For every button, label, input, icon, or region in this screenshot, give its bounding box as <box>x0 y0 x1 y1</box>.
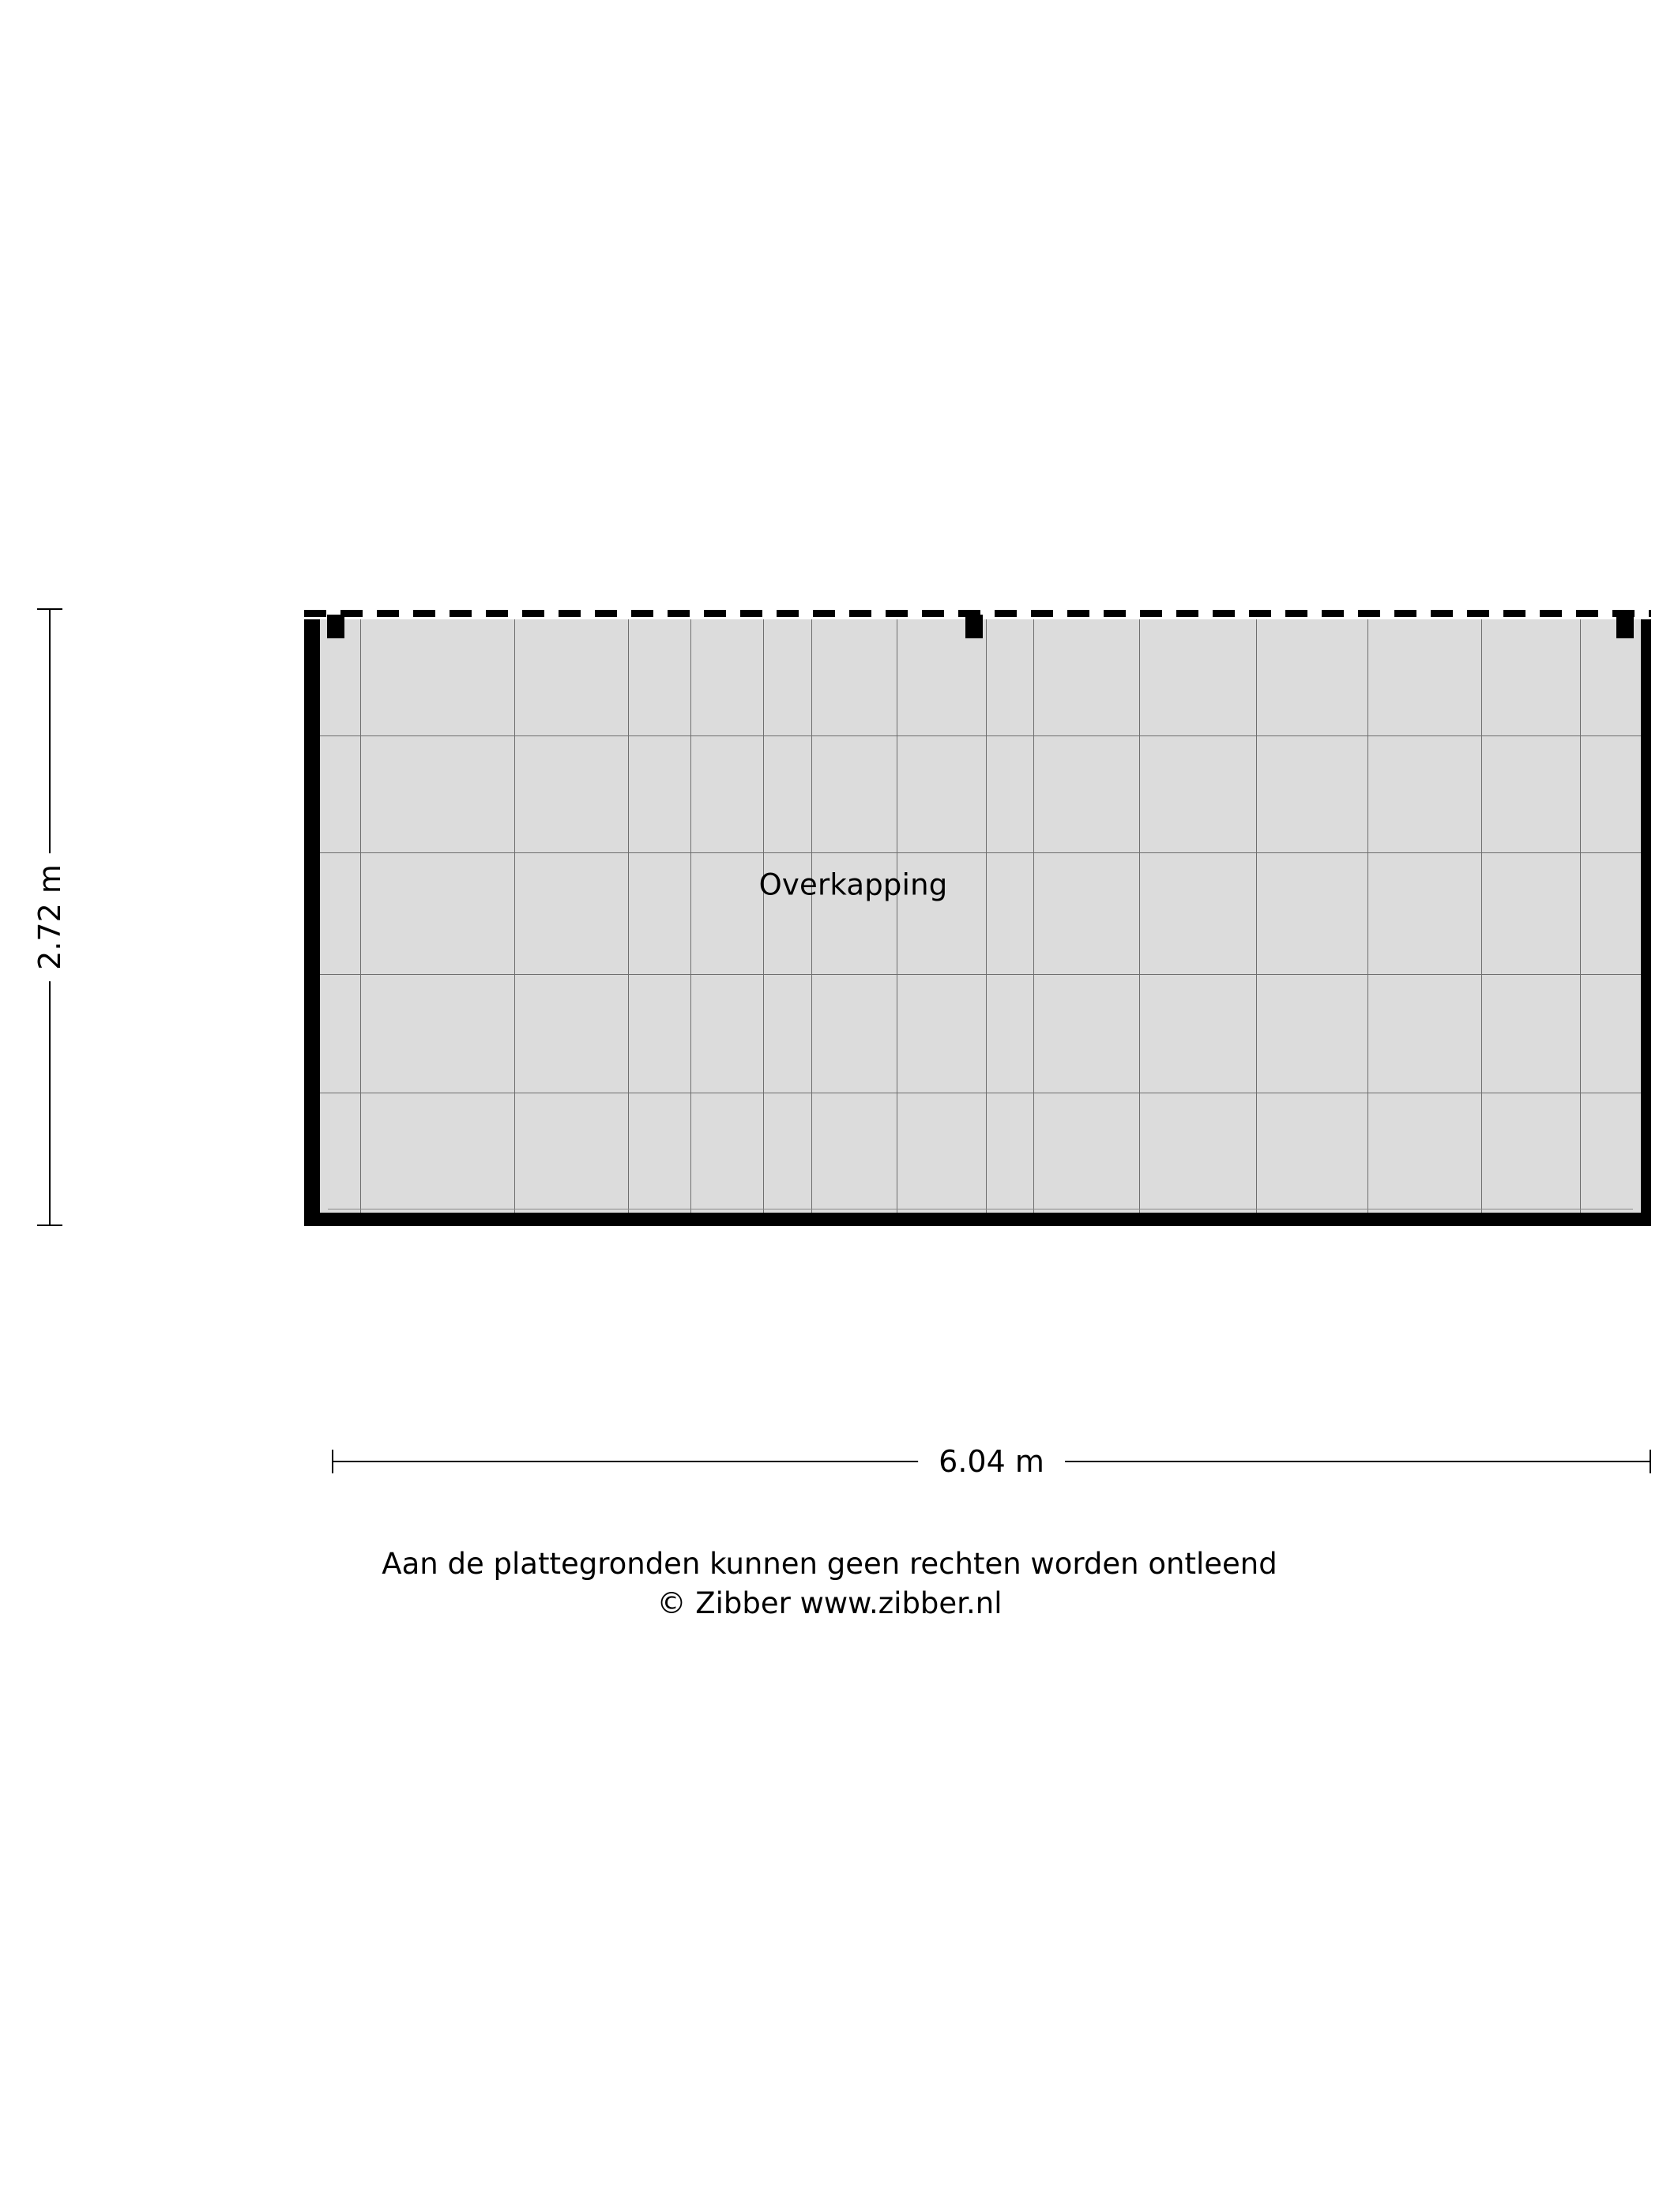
footer-copyright: © Zibber www.zibber.nl <box>656 1586 1003 1620</box>
footer-disclaimer: Aan de plattegronden kunnen geen rechten worden ontleend <box>382 1547 1277 1581</box>
support-post-right <box>1616 615 1634 638</box>
room-label-overkapping: Overkapping <box>758 867 948 902</box>
dimension-width-cap-left <box>332 1450 333 1473</box>
dimension-height-label-wrap <box>32 853 67 981</box>
dimension-height-cap-bottom <box>37 1224 62 1226</box>
footer <box>0 1544 1659 1623</box>
dimension-height-cap-top <box>37 608 62 610</box>
floor-grid <box>320 619 1641 1213</box>
dimension-width-cap-right <box>1650 1450 1651 1473</box>
support-post-left <box>327 615 344 638</box>
support-post-center <box>965 615 983 638</box>
dimension-height-label: 2.72 m <box>32 864 67 970</box>
dimension-height <box>32 608 95 1226</box>
dimension-width <box>332 1446 1651 1477</box>
dimension-width-label: 6.04 m <box>918 1444 1065 1479</box>
